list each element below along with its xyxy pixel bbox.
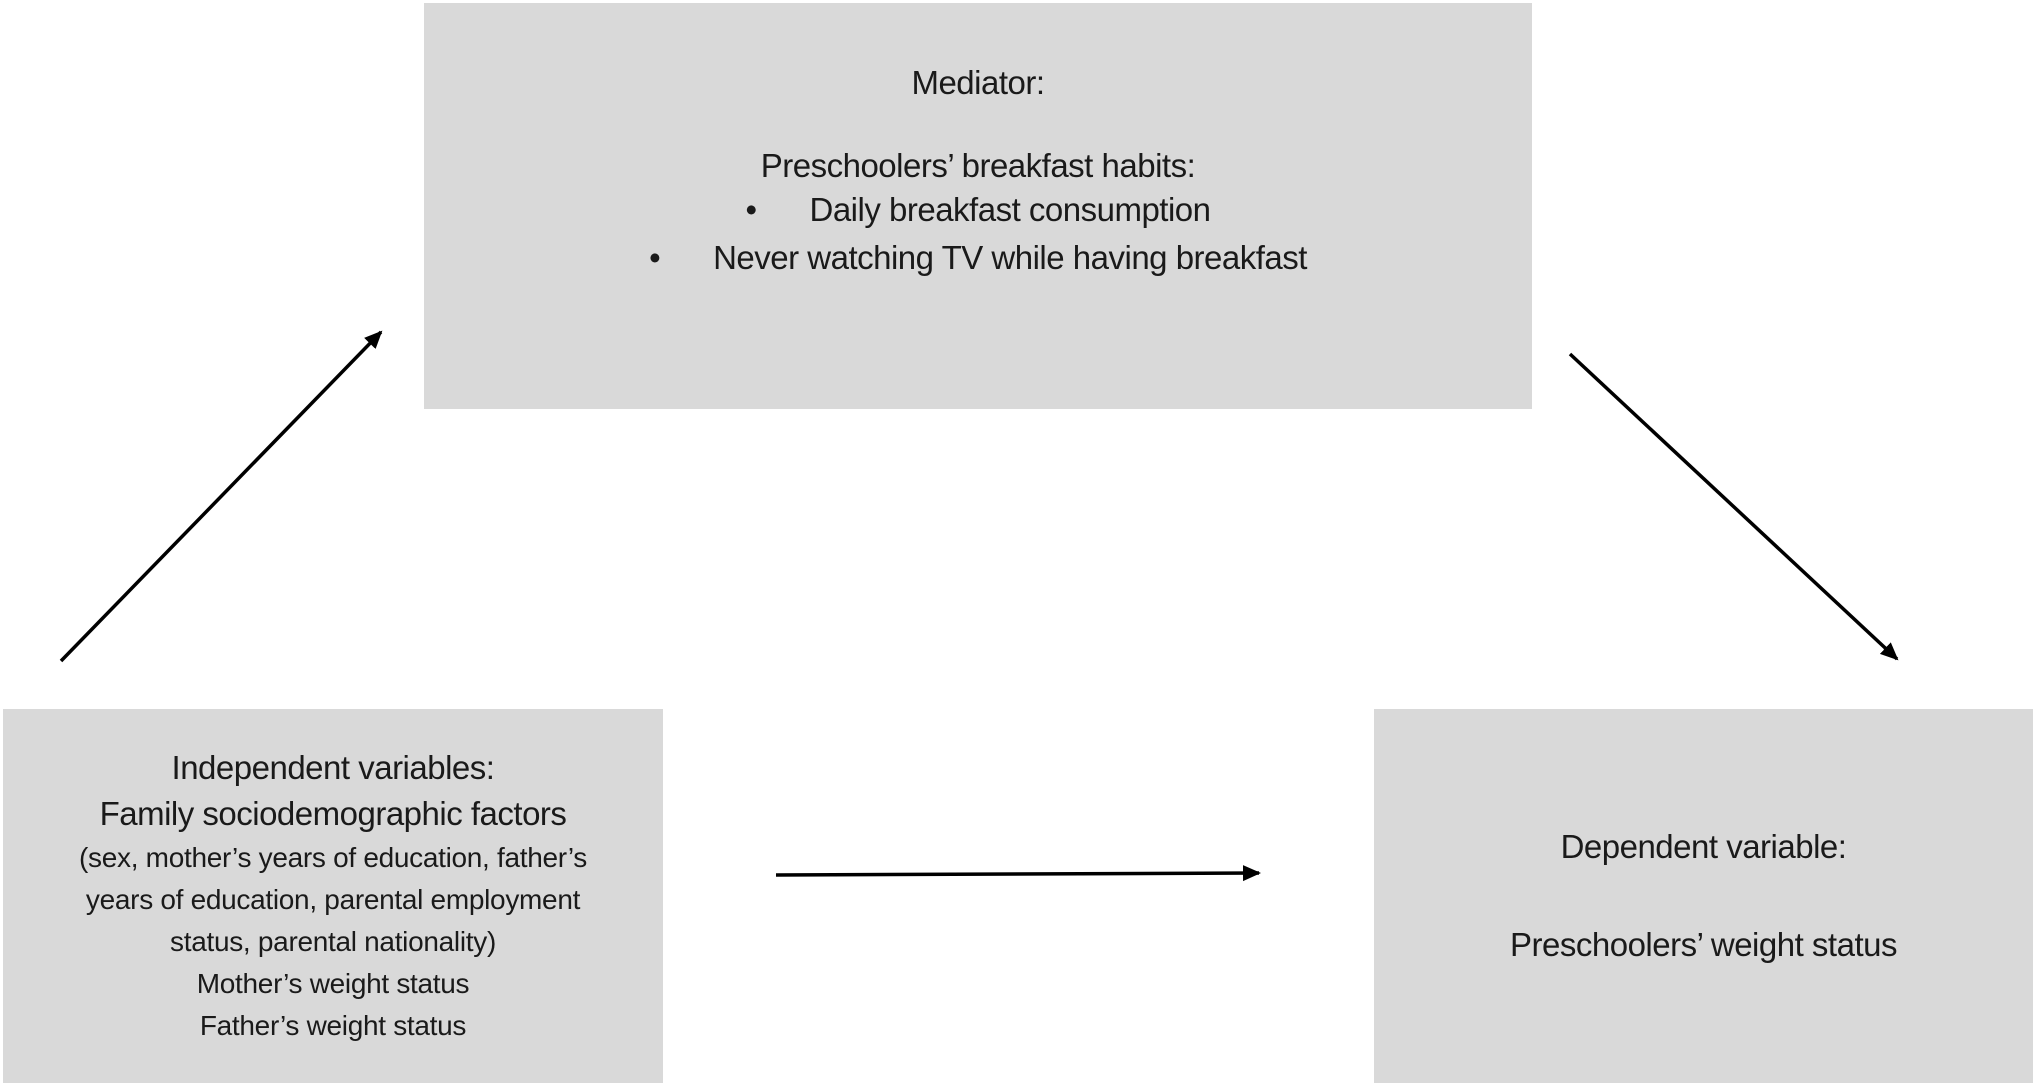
independent-extra-line: Mother’s weight status — [196, 968, 470, 999]
independent-title: Independent variables: — [171, 749, 495, 786]
independent-extra-line: Father’s weight status — [199, 1010, 467, 1041]
mediator-box — [424, 3, 1532, 409]
arrow-independent-to-mediator — [61, 332, 381, 661]
mediator-bullet-item — [649, 234, 1307, 282]
independent-detail-line: years of education, parental employment — [85, 884, 581, 915]
dependent-variable-box — [1374, 709, 2033, 1083]
independent-detail-line: (sex, mother’s years of education, father’s — [79, 842, 587, 873]
mediator-subtitle: Preschoolers’ breakfast habits: — [760, 147, 1196, 184]
arrow-independent-to-dependent — [776, 873, 1259, 875]
bullet-icon: • — [649, 239, 661, 276]
mediator-bullet-list — [649, 186, 1307, 282]
dependent-subtitle: Preschoolers’ weight status — [1510, 926, 1897, 963]
independent-subtitle: Family sociodemographic factors — [99, 795, 567, 832]
bullet-icon: • — [745, 191, 757, 228]
bullet-text: Daily breakfast consumption — [809, 191, 1211, 228]
dependent-title: Dependent variable: — [1560, 828, 1847, 865]
mediator-bullet-item — [649, 186, 1307, 234]
independent-variables-box — [3, 709, 663, 1083]
bullet-text: Never watching TV while having breakfast — [713, 239, 1307, 276]
independent-detail-line: status, parental nationality) — [170, 926, 496, 957]
arrow-mediator-to-dependent — [1570, 354, 1897, 659]
mediator-title: Mediator: — [911, 64, 1045, 101]
